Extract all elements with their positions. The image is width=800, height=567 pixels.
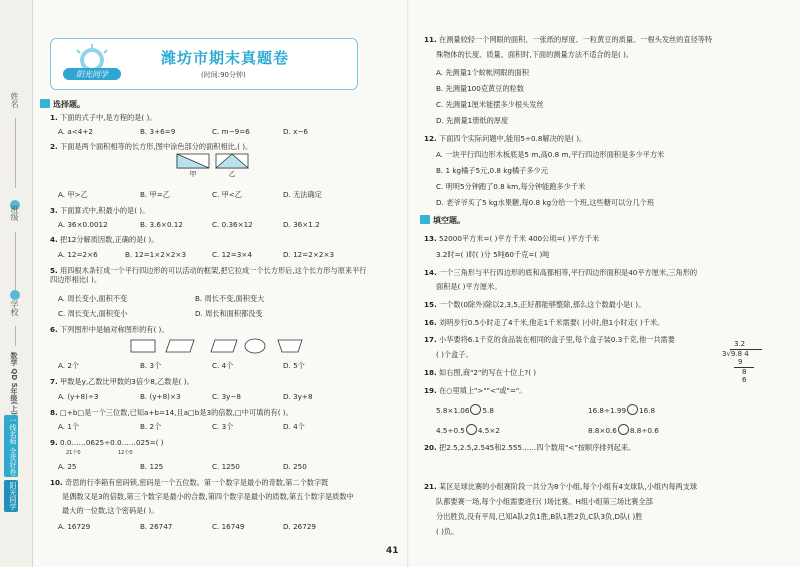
question-21-line: 队都要赛一场,每个小组需要进行( )场比赛。H组小组第三场比赛全部 xyxy=(436,497,653,506)
question-14: 14. 一个三角形与平行四边形的底和高都相等,平行四边形面积是40平方厘米,三角形的 xyxy=(424,268,698,277)
option: A. 36×0.0012 xyxy=(58,220,108,229)
option: D. x−6 xyxy=(283,127,308,136)
option: D. 周长和面积都没变 xyxy=(195,309,263,318)
long-division-figure xyxy=(722,340,762,385)
option: C. 12=3×4 xyxy=(212,250,252,259)
question-15: 15. 一个数(0除外)除以2,3,5,正好都能够整除,那么这个数最小是( )。 xyxy=(424,300,646,309)
option: B. 12=1×2×2×3 xyxy=(125,250,187,259)
question-12: 12. 下面四个实际问题中,能用5÷0.8解决的是( )。 xyxy=(424,134,587,143)
ellipse-shape xyxy=(245,339,265,353)
question-5: 5. 用四根木条钉成一个平行四边形的可以活动的框架,把它拉成一个长方形后,这个长方形与原来平行四边形相比( )。 xyxy=(50,266,367,284)
school-label: 学校 xyxy=(10,300,19,316)
page-number: 41 xyxy=(386,546,399,556)
option: D. 26729 xyxy=(283,522,316,531)
option: C. 4个 xyxy=(212,361,234,370)
page-title: 潍坊市期末真题卷 xyxy=(161,49,290,67)
option: D. 无法确定 xyxy=(283,190,322,199)
option: C. 甲<乙 xyxy=(212,190,242,199)
question-18: 18. 如右图,商"2"的写在十位上?( ) xyxy=(424,368,537,377)
brand-tag: 阳光同学 xyxy=(4,480,18,512)
option: A. 周长变小,面积不变 xyxy=(58,294,128,303)
blank-circle[interactable] xyxy=(466,424,477,435)
option: B. (y+8)×3 xyxy=(140,392,181,401)
section-fill: 填空题。 xyxy=(420,215,465,226)
question-10-line: 是偶数又是3的倍数,第三个数字是最小的合数,第四个数字是最小的质数,第五个数字是质数中 xyxy=(62,492,354,501)
option: D. 先测量1册纸的厚度 xyxy=(436,116,509,125)
option: C. 0.36×12 xyxy=(212,220,253,229)
question-21: 21. 某区足球比赛的小组赛阶段一共分为8个小组,每个小组有4支球队,小组内每两支球 xyxy=(424,482,698,491)
option: D. 5个 xyxy=(283,361,305,370)
option: C. m−9=6 xyxy=(212,127,250,136)
blank-circle[interactable] xyxy=(618,424,629,435)
option: A. 2个 xyxy=(58,361,80,370)
question-17-line: ( )个盒子。 xyxy=(436,350,473,359)
title-banner xyxy=(50,38,358,90)
option: B. 3.6×0.12 xyxy=(140,220,183,229)
division-step: 9 xyxy=(738,358,743,366)
shapes-figure xyxy=(130,338,310,354)
question-7: 7. 甲数是y,乙数比甲数的3倍少8,乙数是( )。 xyxy=(50,377,194,386)
option: B. 先测量100克黄豆的粒数 xyxy=(436,84,524,93)
figure-label-a: 甲 xyxy=(189,170,197,177)
question-10: 10. 奇思的行李箱有密码锁,密码是一个五位数。第一个数字是最小的奇数,第二个数字既 xyxy=(50,478,329,487)
school-line xyxy=(15,326,16,346)
series-tag: 一线名师 全优好卷 xyxy=(4,415,18,477)
logo-text: 阳光同学 xyxy=(76,70,108,79)
question-8: 8. □+b□是一个三位数,已知a+b=14,且a□b是3的倍数,□中可填的有( )。 xyxy=(50,408,293,417)
figure-label-b: 乙 xyxy=(228,170,236,177)
division-quotient: 3.2 xyxy=(734,340,746,348)
option: C. 先测量1厘米能摆多少根头发丝 xyxy=(436,100,544,109)
option: A. 25 xyxy=(58,462,77,471)
option: A. 16729 xyxy=(58,522,91,531)
trapezoid-shape xyxy=(278,340,302,352)
question-3: 3. 下面算式中,积最小的是( )。 xyxy=(50,206,150,215)
compare-row: 4.5÷0.5 4.5×2 xyxy=(436,426,500,435)
division-step: 6 xyxy=(742,376,747,384)
option: B. 2个 xyxy=(140,422,162,431)
question-21-line: 分出胜负,没有平局,已知A队2负1胜,B队1胜2负,C队3负,D队( )胜 xyxy=(436,512,643,521)
option: D. 老爷爷买了5 kg水果糖,每0.8 kg分给一个班,这些糖可以分几个班 xyxy=(436,198,655,207)
question-21-line: ( )负。 xyxy=(436,527,459,536)
option: C. 3个 xyxy=(212,422,234,431)
time-limit: (时间:90分钟) xyxy=(201,71,246,79)
option: C. 明明5分钟跑了0.8 km,每分钟能跑多少千米 xyxy=(436,182,586,191)
question-20: 20. 把2.5,2.5̇,2.545和2.555……四个数用"<"按顺序排列起来。 xyxy=(424,443,636,452)
option: B. 3+6=9 xyxy=(140,127,176,136)
division-step: 8 xyxy=(742,367,747,376)
option: B. 125 xyxy=(140,462,164,471)
blank-circle[interactable] xyxy=(470,404,481,415)
class-label: 班级 xyxy=(10,205,19,221)
binding-spine xyxy=(0,0,33,567)
section-marker-icon xyxy=(420,215,430,224)
option: A. 12=2×6 xyxy=(58,250,98,259)
option: B. 3个 xyxy=(140,361,162,370)
class-line xyxy=(15,232,16,292)
question-9: 9. 0.0……0625÷0.0……025=( ) xyxy=(50,438,164,447)
option: C. 3y−8 xyxy=(212,392,242,401)
option: B. 1 kg橘子5元,0.8 kg橘子多少元 xyxy=(436,166,548,175)
option: A. 一块平行四边形木板底是5 m,高0.8 m,平行四边形面积是多少平方米 xyxy=(436,150,665,159)
question-10-line: 最大的一位数,这个密码是( )。 xyxy=(62,506,159,515)
name-label: 姓名 xyxy=(10,92,19,108)
subscript-note: 21个0 xyxy=(66,450,81,456)
option: A. 甲>乙 xyxy=(58,190,88,199)
question-1: 1. 下面的式子中,是方程的是( )。 xyxy=(50,113,157,122)
subject-tag: 数学 QD 5年级(上) xyxy=(10,352,18,415)
option: D. 12=2×2×3 xyxy=(283,250,335,259)
option: C. 周长变大,面积变小 xyxy=(58,309,128,318)
option: A. a<4+2 xyxy=(58,127,93,136)
compare-row: 5.8×1.06 5.8 xyxy=(436,406,494,415)
question-13: 13. 52000平方米=( )平方千米 400公顷=( )平方千米 xyxy=(424,234,600,243)
sun-logo-icon xyxy=(59,44,125,84)
division-dividend: 3√9.8 4 xyxy=(722,349,749,358)
question-13-line: 3.2时=( )时( )分 5吨60千克=( )吨 xyxy=(436,250,550,259)
option: B. 26747 xyxy=(140,522,173,531)
question-14-line: 面积是( )平方厘米。 xyxy=(436,282,502,291)
question-6: 6. 下列图形中是轴对称图形的有( )。 xyxy=(50,325,169,334)
section-choice: 选择题。 xyxy=(40,99,85,110)
name-line xyxy=(15,118,16,188)
option: C. 16749 xyxy=(212,522,245,531)
question-11-line: 殊物体的长度、质量、面积时,下面的测量方法不适合的是( )。 xyxy=(436,50,634,59)
option: C. 1250 xyxy=(212,462,240,471)
rectangles-figure xyxy=(176,153,252,177)
question-16: 16. 刘明步行0.5小时走了4千米,他走1千米需要( )小时,他1小时走( )千米。 xyxy=(424,318,665,327)
compare-row: 16.8÷1.99 16.8 xyxy=(588,406,656,415)
option: B. 周长不变,面积变大 xyxy=(195,294,265,303)
option: A. 1个 xyxy=(58,422,80,431)
question-2: 2. 下面是两个面积相等的长方形,图中涂色部分的面积相比,( )。 xyxy=(50,142,253,151)
page-fold xyxy=(407,0,409,567)
binding-hole xyxy=(10,290,20,300)
option: A. 先测量1个蚊帐网眼的面积 xyxy=(436,68,529,77)
question-19: 19. 在○里填上">""<"或"="。 xyxy=(424,386,527,395)
compare-row: 8.8×0.6 8.8÷0.6 xyxy=(588,426,659,435)
question-4: 4. 把12分解质因数,正确的是( )。 xyxy=(50,235,159,244)
rectangle-shape xyxy=(131,340,155,352)
option: D. 36×1.2 xyxy=(283,220,320,229)
option: D. 3y+8 xyxy=(283,392,313,401)
question-11: 11. 在测量较轻一个网眼的面积、一张纸的厚度、一粒黄豆的质量、一根头发丝的直径等特 xyxy=(424,35,713,44)
subscript-note: 12个0 xyxy=(118,450,133,456)
option: B. 甲=乙 xyxy=(140,190,170,199)
option: D. 250 xyxy=(283,462,307,471)
question-17: 17. 小华要将6.1千克的食品装在相同的盒子里,每个盒子装0.3千克,他一共需要 xyxy=(424,335,675,344)
blank-circle[interactable] xyxy=(627,404,638,415)
option: D. 4个 xyxy=(283,422,305,431)
section-marker-icon xyxy=(40,99,50,108)
parallelogram-shape xyxy=(211,340,237,352)
parallelogram-shape xyxy=(166,340,194,352)
option: A. (y+8)÷3 xyxy=(58,392,99,401)
